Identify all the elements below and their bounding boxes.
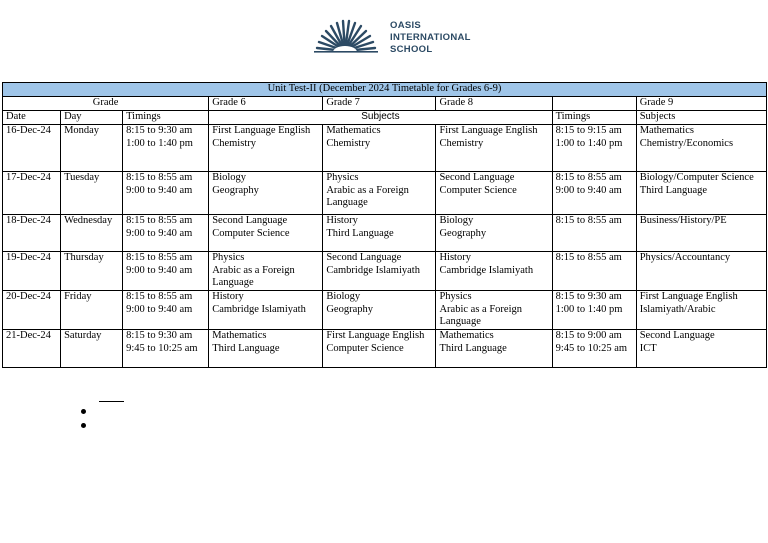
grade-7-subjects-cell — [323, 330, 436, 368]
grade-8-subjects-cell — [436, 330, 552, 368]
cell-line: Mathematics — [439, 330, 494, 341]
bullet-point — [81, 409, 86, 414]
table-row — [3, 125, 767, 172]
grade-9-timings-header: Timings — [552, 111, 636, 125]
sunburst-logo-icon — [314, 18, 384, 58]
cell-line: Geography — [212, 184, 259, 196]
date-header: Date — [3, 111, 61, 125]
cell-line: First Language English — [212, 125, 311, 136]
logo-line-1: OASIS — [390, 20, 422, 31]
grade-8-subjects-cell — [436, 172, 552, 215]
cell-line: Cambridge Islamiyath — [212, 303, 306, 315]
day-cell: Wednesday — [61, 215, 123, 252]
cell-line: 9:00 to 9:40 am — [555, 184, 622, 196]
underline-mark — [99, 401, 124, 402]
school-logo — [314, 18, 474, 58]
grade-9-timings-cell — [552, 172, 636, 215]
grade-9-timings-cell — [552, 252, 636, 291]
cell-line: Cambridge Islamiyath — [439, 264, 534, 276]
cell-line: Third Language — [212, 342, 280, 354]
grade-8-subjects-cell — [436, 215, 552, 252]
timetable-title: Unit Test-II (December 2024 Timetable for Grades 6-9) — [3, 83, 767, 97]
table-row — [3, 215, 767, 252]
cell-line: Arabic as a Foreign Language — [212, 264, 295, 289]
date-cell: 16-Dec-24 — [3, 125, 61, 172]
cell-line: Biology — [439, 215, 474, 226]
timings-cell — [123, 330, 209, 368]
grade-6-subjects-cell — [209, 252, 323, 291]
cell-line: Chemistry/Economics — [639, 137, 734, 149]
grade-6-subjects-cell — [209, 215, 323, 252]
grade-7-subjects-cell — [323, 215, 436, 252]
day-header: Day — [61, 111, 123, 125]
grade-9-subjects-cell — [636, 125, 766, 172]
cell-line: Physics — [326, 172, 359, 183]
grade-9-subjects-cell — [636, 330, 766, 368]
cell-line: Chemistry — [326, 137, 371, 149]
date-cell: 18-Dec-24 — [3, 215, 61, 252]
table-row — [3, 330, 767, 368]
cell-line: Arabic as a Foreign Language — [439, 303, 522, 328]
cell-line: Chemistry — [439, 137, 484, 149]
grade-9-timings-blank — [552, 97, 636, 111]
cell-line: ICT — [639, 342, 657, 354]
logo-line-2: INTERNATIONAL — [390, 32, 471, 43]
cell-line: Business/History/PE — [639, 215, 727, 226]
grade-9-subjects-cell — [636, 252, 766, 291]
grade-9-subjects-header: Subjects — [636, 111, 766, 125]
cell-line: 1:00 to 1:40 pm — [126, 137, 193, 149]
cell-line: 8:15 to 8:55 am — [555, 252, 622, 263]
timings-cell — [123, 291, 209, 330]
logo-line-3: SCHOOL — [390, 44, 433, 55]
cell-line: 8:15 to 8:55 am — [126, 252, 193, 263]
day-cell: Tuesday — [61, 172, 123, 215]
grade-9-timings-cell — [552, 330, 636, 368]
date-cell: 17-Dec-24 — [3, 172, 61, 215]
cell-line: Geography — [439, 227, 487, 239]
cell-line: 1:00 to 1:40 pm — [555, 303, 623, 315]
cell-line: Computer Science — [212, 227, 290, 239]
grade-8-subjects-cell — [436, 252, 552, 291]
cell-line: 9:00 to 9:40 am — [126, 184, 193, 196]
cell-line: Physics — [439, 291, 472, 302]
cell-line: 8:15 to 9:00 am — [555, 330, 622, 341]
cell-line: Biology — [212, 172, 247, 183]
cell-line: History — [326, 215, 358, 226]
cell-line: Second Language — [212, 215, 288, 226]
cell-line: 9:00 to 9:40 am — [126, 264, 193, 276]
cell-line: 8:15 to 9:30 am — [555, 291, 622, 302]
cell-line: Mathematics — [326, 125, 381, 136]
cell-line: Biology/Computer Science — [639, 172, 754, 183]
cell-line: 9:00 to 9:40 am — [126, 227, 193, 239]
cell-line: Second Language — [639, 330, 715, 341]
cell-line: Cambridge Islamiyath — [326, 264, 420, 276]
exam-timetable — [2, 82, 767, 368]
grade-9-timings-cell — [552, 125, 636, 172]
grade-9-timings-cell — [552, 291, 636, 330]
grade-8-header: Grade 8 — [436, 97, 552, 111]
timings-header: Timings — [123, 111, 209, 125]
cell-line: Biology — [326, 291, 361, 302]
cell-line: Second Language — [326, 252, 402, 263]
cell-line: Third Language — [326, 227, 394, 239]
day-cell: Saturday — [61, 330, 123, 368]
grade-7-subjects-cell — [323, 172, 436, 215]
cell-line: 8:15 to 9:30 am — [126, 330, 193, 341]
day-cell: Thursday — [61, 252, 123, 291]
cell-line: History — [212, 291, 244, 302]
cell-line: Islamiyath/Arabic — [639, 303, 716, 315]
grade-6-subjects-cell — [209, 172, 323, 215]
grade-8-subjects-cell — [436, 125, 552, 172]
table-row — [3, 252, 767, 291]
cell-line: Third Language — [639, 184, 708, 196]
cell-line: Chemistry — [212, 137, 256, 149]
cell-line: 8:15 to 9:30 am — [126, 125, 193, 136]
cell-line: 8:15 to 9:15 am — [555, 125, 622, 136]
cell-line: Arabic as a Foreign Language — [326, 184, 409, 209]
grade-header: Grade — [3, 97, 209, 111]
grade-7-subjects-cell — [323, 252, 436, 291]
cell-line: History — [439, 252, 471, 263]
cell-line: Mathematics — [212, 330, 267, 341]
cell-line: 9:45 to 10:25 am — [555, 342, 628, 354]
grade-7-subjects-cell — [323, 125, 436, 172]
cell-line: Physics/Accountancy — [639, 252, 731, 263]
grade-7-header: Grade 7 — [323, 97, 436, 111]
date-cell: 20-Dec-24 — [3, 291, 61, 330]
cell-line: Mathematics — [639, 125, 694, 136]
cell-line: First Language English — [326, 330, 425, 341]
grade-7-subjects-cell — [323, 291, 436, 330]
day-cell: Friday — [61, 291, 123, 330]
table-row — [3, 172, 767, 215]
grade-9-subjects-cell — [636, 215, 766, 252]
cell-line: Second Language — [439, 172, 515, 183]
date-cell: 21-Dec-24 — [3, 330, 61, 368]
cell-line: 8:15 to 8:55 am — [126, 215, 193, 226]
cell-line: 9:00 to 9:40 am — [126, 303, 193, 315]
cell-line: Computer Science — [439, 184, 517, 196]
timings-cell — [123, 172, 209, 215]
cell-line: 8:15 to 8:55 am — [555, 172, 622, 183]
cell-line: First Language English — [439, 125, 538, 136]
grade-8-subjects-cell — [436, 291, 552, 330]
table-row — [3, 291, 767, 330]
bullet-point — [81, 423, 86, 428]
cell-line: Third Language — [439, 342, 507, 354]
grade-6-subjects-cell — [209, 330, 323, 368]
subjects-header: Subjects — [209, 111, 552, 125]
grade-6-subjects-cell — [209, 125, 323, 172]
cell-line: 1:00 to 1:40 pm — [555, 137, 623, 149]
grade-9-header: Grade 9 — [636, 97, 766, 111]
timings-cell — [123, 252, 209, 291]
grade-9-subjects-cell — [636, 172, 766, 215]
cell-line: 8:15 to 8:55 am — [126, 172, 193, 183]
grade-9-subjects-cell — [636, 291, 766, 330]
day-cell: Monday — [61, 125, 123, 172]
cell-line: 9:45 to 10:25 am — [126, 342, 198, 354]
timings-cell — [123, 215, 209, 252]
timetable-body — [3, 125, 767, 368]
grade-9-timings-cell — [552, 215, 636, 252]
grade-6-header: Grade 6 — [209, 97, 323, 111]
date-cell: 19-Dec-24 — [3, 252, 61, 291]
cell-line: 8:15 to 8:55 am — [126, 291, 193, 302]
grade-6-subjects-cell — [209, 291, 323, 330]
cell-line: Geography — [326, 303, 373, 315]
cell-line: Computer Science — [326, 342, 404, 354]
cell-line: 8:15 to 8:55 am — [555, 215, 622, 226]
timings-cell — [123, 125, 209, 172]
cell-line: Physics — [212, 252, 245, 263]
cell-line: First Language English — [639, 291, 738, 302]
